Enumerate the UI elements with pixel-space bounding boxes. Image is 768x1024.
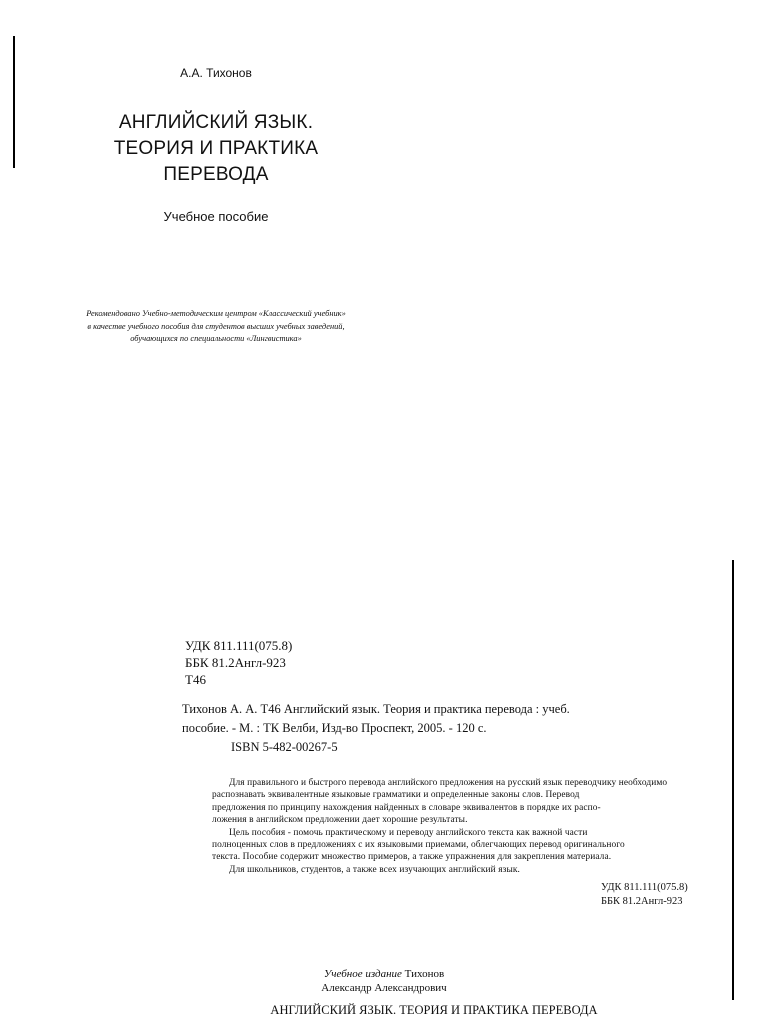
margin-rule-right — [732, 560, 734, 1000]
isbn-number: ISBN 5-482-00267-5 — [231, 740, 338, 754]
recommendation-line: Рекомендовано Учебно-методическим центром «Классический учебник» — [86, 309, 346, 318]
book-subtitle: Учебное пособие — [163, 209, 269, 224]
title-line: ТЕОРИЯ И ПРАКТИКА — [113, 138, 319, 159]
classification-codes — [185, 637, 292, 688]
udk-code: УДК 811.111(075.8) — [185, 638, 293, 653]
book-title — [0, 110, 432, 188]
recommendation-note — [60, 308, 372, 346]
author-mark: Т46 — [185, 672, 206, 687]
imprint-author-surname: Тихонов — [404, 968, 445, 980]
recommendation-line: в качестве учебного пособия для студентов высших учебных заведений, — [87, 321, 345, 331]
annotation-line: Для правильного и быстрого перевода английского предложения на русский язык переводчику необходимо — [229, 778, 668, 788]
annotation-line: Цель пособия - помочь практическому и переводу английского текста как важной части — [229, 827, 588, 838]
citation-line: пособие. - М. : ТК Велби, Изд-во Проспект, 2005. - 120 с. — [182, 720, 487, 735]
author-name: А.А. Тихонов — [180, 66, 252, 80]
annotation-line: распознавать эквивалентные языковые грамматики и определенные законы слов. Перевод — [212, 790, 580, 801]
classification-codes-repeat — [601, 881, 688, 909]
imprint-title: АНГЛИЙСКИЙ ЯЗЫК. ТЕОРИЯ И ПРАКТИКА ПЕРЕВОДА — [270, 1003, 598, 1017]
imprint-label: Учебное издание — [323, 968, 402, 980]
bbk-code: ББК 81.2Англ-923 — [185, 655, 286, 670]
udk-code: УДК 811.111(075.8) — [601, 882, 688, 893]
recommendation-line: обучающихся по специальности «Лингвистика» — [130, 334, 302, 343]
bbk-code: ББК 81.2Англ-923 — [601, 896, 683, 907]
imprint-author-name: Александр Александрович — [321, 982, 447, 994]
imprint-block — [0, 967, 768, 995]
annotation-line: предложения по принципу нахождения найденных в словаре эквивалентов в порядке их распо- — [212, 802, 601, 813]
annotation-line: текста. Пособие содержит множество примеров, а также упражнения для закрепления материала. — [212, 852, 612, 863]
bibliographic-citation — [182, 700, 662, 737]
annotation-line: Для школьников, студентов, а также всех изучающих английский язык. — [229, 864, 520, 875]
annotation-line: полноценных слов в предложениях с их языковыми приемами, облегчающих перевод оригинального — [212, 840, 625, 851]
citation-line: Тихонов А. А. Т46 Английский язык. Теория и практика перевода : учеб. — [182, 702, 570, 716]
title-line: АНГЛИЙСКИЙ ЯЗЫК. — [118, 112, 314, 133]
title-line: ПЕРЕВОДА — [163, 164, 269, 185]
annotation-line: ложения в английском предложении дает хорошие результаты. — [212, 815, 468, 826]
annotation — [212, 777, 700, 876]
